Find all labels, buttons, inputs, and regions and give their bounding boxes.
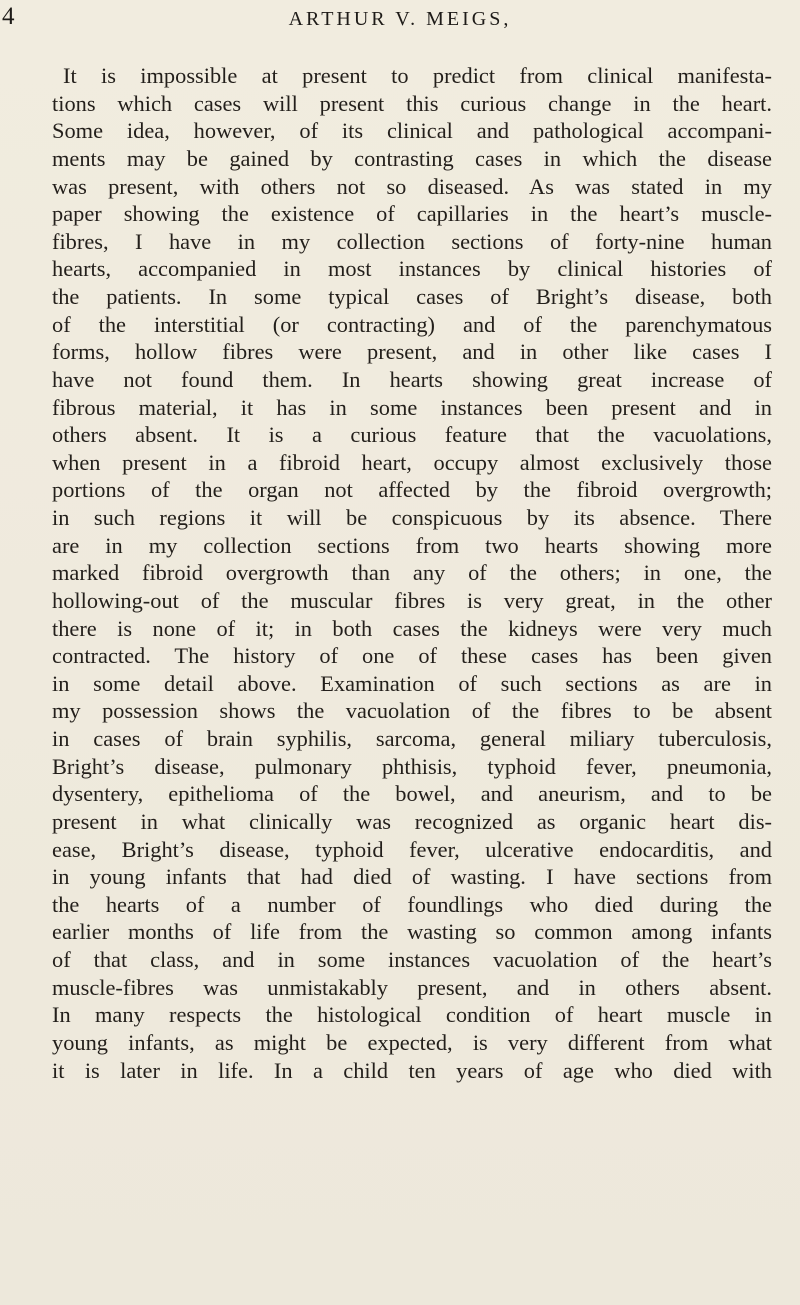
- text-line: when present in a fibroid heart, occupy almost exclusively those: [52, 449, 772, 475]
- text-line: the patients. In some typical cases of Bright’s disease, both: [52, 284, 772, 309]
- text-line: in some detail above. Examination of such sections as are in: [52, 670, 772, 696]
- text-line: the hearts of a number of foundlings who died during the: [52, 891, 772, 917]
- text-line: in young infants that had died of wasting. I have sections from: [52, 864, 772, 890]
- text-line: fibrous material, it has in some instances been present and in: [52, 394, 772, 420]
- text-line: muscle-fibres was unmistakably present, and in others absent.: [52, 974, 772, 1000]
- text-line: have not found them. In hearts showing great increase of: [52, 366, 772, 392]
- text-line: ments may be gained by contrasting cases in which the disease: [52, 145, 772, 171]
- body-paragraph: [52, 62, 772, 1084]
- text-line: hollowing-out of the muscular fibres is very great, in the other: [52, 587, 772, 613]
- page-header: [0, 2, 800, 42]
- text-line: hearts, accompanied in most instances by clinical histories of: [52, 256, 772, 282]
- text-line: paper showing the existence of capillaries in the heart’s muscle-: [52, 201, 772, 227]
- text-line: present in what clinically was recognized as organic heart dis-: [52, 808, 772, 834]
- text-line: fibres, I have in my collection sections of forty-nine human: [52, 228, 772, 254]
- text-line: of the interstitial (or contracting) and of the parenchymatous: [52, 311, 772, 337]
- text-line: Some idea, however, of its clinical and pathological accompani-: [52, 118, 772, 144]
- text-line: are in my collection sections from two hearts showing more: [52, 532, 772, 558]
- text-line: young infants, as might be expected, is very different from what: [52, 1029, 772, 1055]
- text-line: forms, hollow fibres were present, and in other like cases I: [52, 339, 772, 365]
- text-line: dysentery, epithelioma of the bowel, and aneurism, and to be: [52, 781, 772, 807]
- text-line: contracted. The history of one of these cases has been given: [52, 643, 772, 669]
- running-head: ARTHUR V. MEIGS,: [288, 8, 512, 30]
- text-line: my possession shows the vacuolation of the fibres to be absent: [52, 698, 772, 724]
- text-line: of that class, and in some instances vacuolation of the heart’s: [52, 947, 772, 972]
- text-line: ease, Bright’s disease, typhoid fever, ulcerative endocarditis, and: [52, 836, 772, 862]
- text-line: others absent. It is a curious feature that the vacuolations,: [52, 422, 772, 448]
- text-line: In many respects the histological condition of heart muscle in: [52, 1002, 772, 1028]
- text-line: earlier months of life from the wasting so common among infants: [52, 919, 772, 945]
- text-line: there is none of it; in both cases the kidneys were very much: [52, 615, 772, 641]
- text-line: in such regions it will be conspicuous by its absence. There: [52, 505, 772, 530]
- text-line: was present, with others not so diseased. As was stated in my: [52, 173, 772, 199]
- text-line: It is impossible at present to predict from clinical manifesta-: [63, 63, 772, 88]
- text-line: portions of the organ not affected by the fibroid overgrowth;: [52, 477, 772, 503]
- text-line: in cases of brain syphilis, sarcoma, general miliary tuberculosis,: [52, 726, 772, 751]
- text-line: tions which cases will present this curious change in the heart.: [52, 90, 772, 116]
- text-line: Bright’s disease, pulmonary phthisis, typhoid fever, pneumonia,: [52, 753, 772, 779]
- text-line: marked fibroid overgrowth than any of the others; in one, the: [52, 560, 772, 586]
- page-number: 4: [2, 3, 15, 30]
- text-line: it is later in life. In a child ten years of age who died with: [52, 1057, 772, 1083]
